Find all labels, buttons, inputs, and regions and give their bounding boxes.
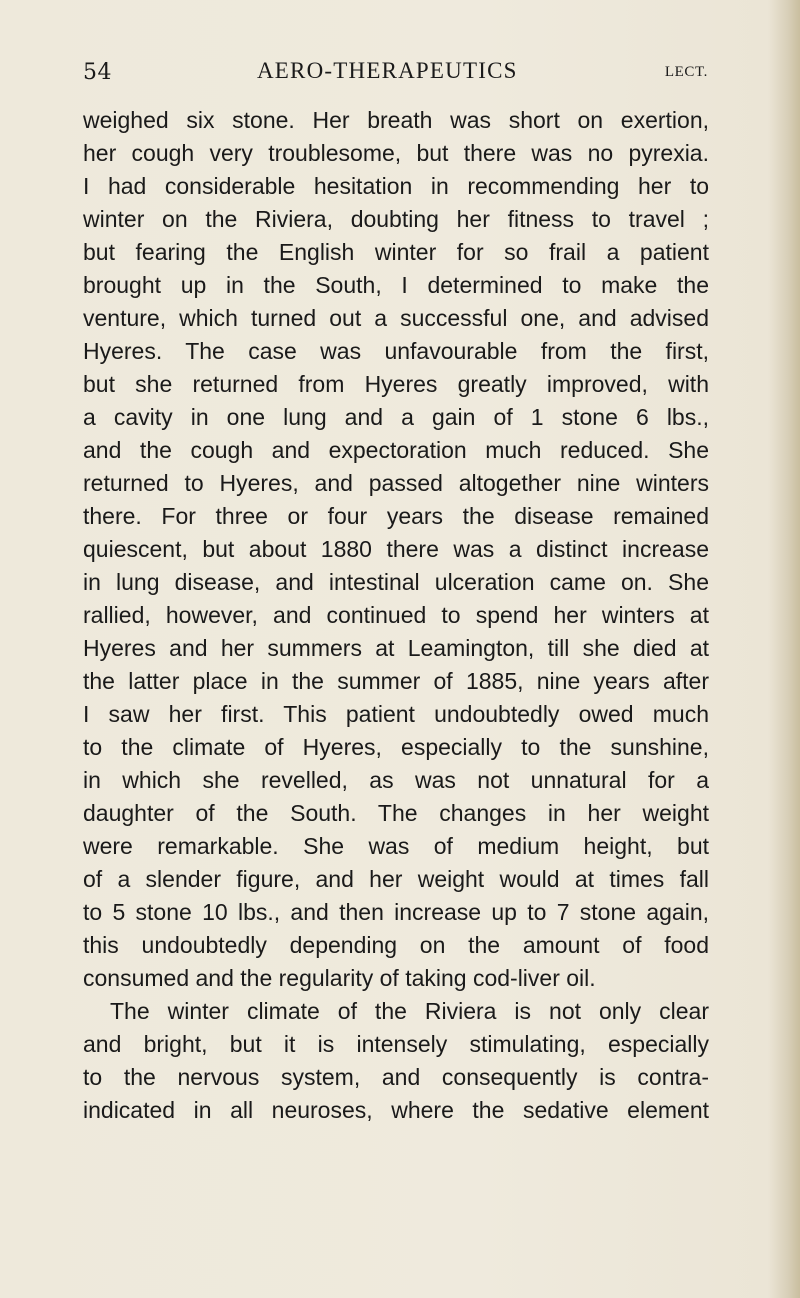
text-line: brought up in the South, I determined to make the (83, 272, 709, 298)
lecture-label: LECT. (664, 64, 708, 80)
text-line: consumed and the regularity of taking cod-liver oil. (83, 965, 596, 991)
text-line: there. For three or four years the disease remained (83, 503, 709, 529)
text-line: in which she revelled, as was not unnatural for a (83, 767, 709, 793)
text-line: quiescent, but about 1880 there was a distinct increase (83, 536, 709, 562)
body-text (83, 104, 709, 1127)
text-line: winter on the Riviera, doubting her fitness to travel ; (83, 206, 709, 232)
text-line: Hyeres. The case was unfavourable from the first, (83, 338, 709, 364)
text-line: I had considerable hesitation in recommending her to (83, 173, 709, 199)
text-line: this undoubtedly depending on the amount of food (83, 932, 709, 958)
text-line: a cavity in one lung and a gain of 1 stone 6 lbs., (83, 404, 709, 430)
text-line: I saw her first. This patient undoubtedly owed much (83, 701, 709, 727)
text-line: of a slender figure, and her weight would at times fall (83, 866, 709, 892)
text-line: the latter place in the summer of 1885, nine years after (83, 668, 709, 694)
page-number: 54 (83, 60, 112, 85)
text-line: and bright, but it is intensely stimulating, especially (83, 1031, 709, 1057)
text-line: indicated in all neuroses, where the sedative element (83, 1097, 709, 1123)
text-line: The winter climate of the Riviera is not only clear (110, 998, 709, 1024)
text-line: but she returned from Hyeres greatly improved, with (83, 371, 709, 397)
text-line: rallied, however, and continued to spend her winters at (83, 602, 709, 628)
text-line: Hyeres and her summers at Leamington, till she died at (83, 635, 709, 661)
text-line: venture, which turned out a successful one, and advised (83, 305, 709, 331)
text-line: but fearing the English winter for so frail a patient (83, 239, 709, 265)
text-line: were remarkable. She was of medium height, but (83, 833, 709, 859)
text-line: returned to Hyeres, and passed altogether nine winters (83, 470, 709, 496)
text-line: weighed six stone. Her breath was short on exertion, (83, 107, 709, 133)
page-header (83, 56, 708, 90)
text-line: in lung disease, and intestinal ulceration came on. She (83, 569, 709, 595)
text-line: daughter of the South. The changes in her weight (83, 800, 709, 826)
text-line: to the climate of Hyeres, especially to the sunshine, (83, 734, 709, 760)
running-title: AERO-THERAPEUTICS (257, 58, 518, 83)
text-line: to 5 stone 10 lbs., and then increase up to 7 stone again, (83, 899, 709, 925)
text-line: and the cough and expectoration much reduced. She (83, 437, 709, 463)
text-line: her cough very troublesome, but there was no pyrexia. (83, 140, 709, 166)
text-line: to the nervous system, and consequently is contra- (83, 1064, 709, 1090)
